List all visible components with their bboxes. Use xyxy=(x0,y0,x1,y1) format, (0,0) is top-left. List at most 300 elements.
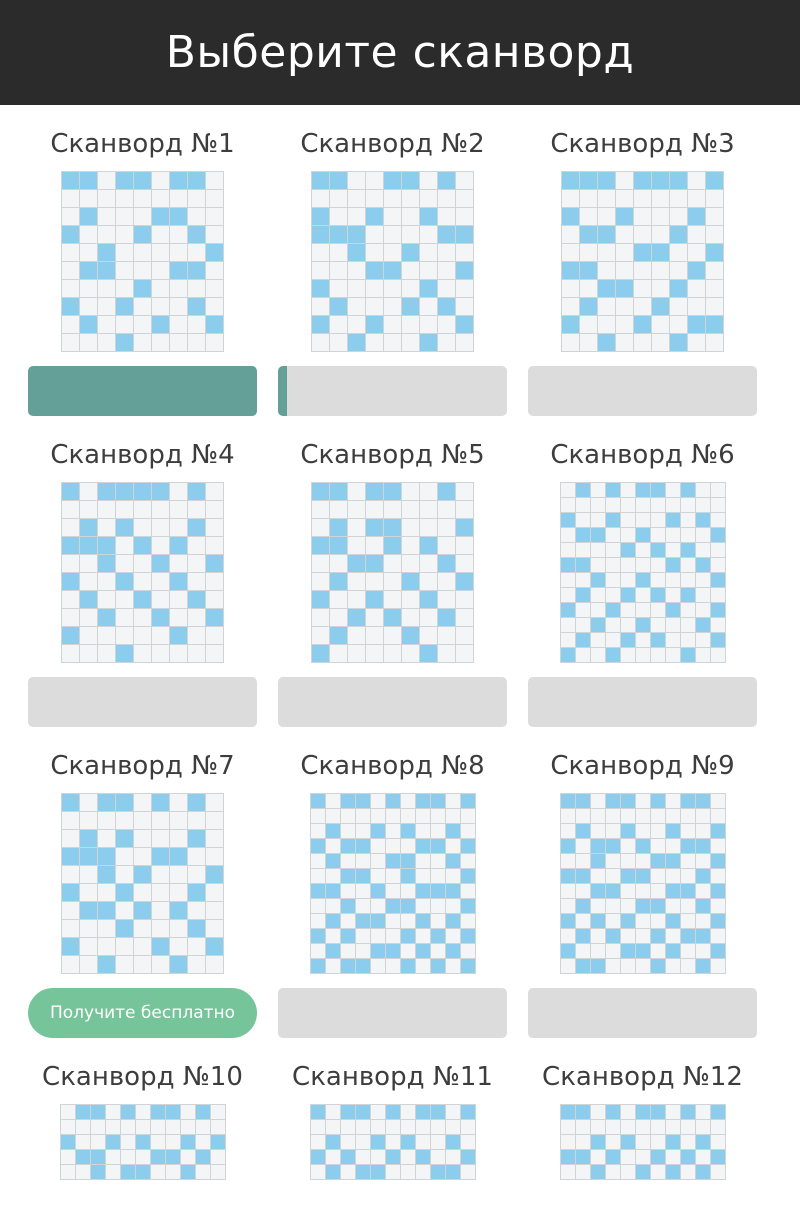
puzzle-cell xyxy=(311,884,325,898)
puzzle-thumbnail[interactable] xyxy=(61,482,224,663)
puzzle-cell xyxy=(386,869,400,883)
puzzle-cell xyxy=(681,483,695,497)
puzzle-cell xyxy=(461,929,475,943)
puzzle-cell xyxy=(62,208,79,225)
puzzle-cell xyxy=(562,190,579,207)
puzzle-cell xyxy=(80,537,97,554)
puzzle-cell xyxy=(206,627,223,644)
puzzle-cell xyxy=(438,172,455,189)
puzzle-cell xyxy=(348,609,365,626)
puzzle-cell xyxy=(341,854,355,868)
puzzle-cell xyxy=(134,483,151,500)
puzzle-cell xyxy=(98,591,115,608)
puzzle-cell xyxy=(561,603,575,617)
progress-bar-empty[interactable] xyxy=(28,677,257,727)
puzzle-thumbnail[interactable] xyxy=(560,482,726,663)
puzzle-cell xyxy=(166,1105,180,1119)
puzzle-cell xyxy=(461,854,475,868)
puzzle-card[interactable] xyxy=(528,1038,757,1180)
puzzle-thumbnail[interactable] xyxy=(561,171,724,352)
puzzle-cell xyxy=(636,884,650,898)
puzzle-cell xyxy=(621,603,635,617)
puzzle-cell xyxy=(348,316,365,333)
puzzle-cell xyxy=(431,1150,445,1164)
puzzle-cell xyxy=(188,555,205,572)
puzzle-cell xyxy=(121,1105,135,1119)
puzzle-cell xyxy=(170,794,187,811)
puzzle-cell xyxy=(402,316,419,333)
puzzle-cell xyxy=(681,899,695,913)
puzzle-cell xyxy=(401,914,415,928)
puzzle-cell xyxy=(420,519,437,536)
puzzle-cell xyxy=(621,1105,635,1119)
puzzle-cell xyxy=(98,208,115,225)
puzzle-cell xyxy=(330,298,347,315)
puzzle-cell xyxy=(431,854,445,868)
puzzle-cell xyxy=(134,794,151,811)
puzzle-cell xyxy=(576,794,590,808)
puzzle-cell xyxy=(196,1165,210,1179)
puzzle-cell xyxy=(311,869,325,883)
puzzle-cell xyxy=(561,558,575,572)
puzzle-cell xyxy=(591,884,605,898)
puzzle-cell xyxy=(688,280,705,297)
puzzle-cell xyxy=(621,588,635,602)
puzzle-cell xyxy=(330,555,347,572)
puzzle-cell xyxy=(711,483,725,497)
puzzle-thumbnail[interactable] xyxy=(560,1104,726,1180)
puzzle-cell xyxy=(456,244,473,261)
puzzle-cell xyxy=(420,555,437,572)
puzzle-cell xyxy=(62,902,79,919)
puzzle-cell xyxy=(591,869,605,883)
puzzle-card[interactable] xyxy=(528,727,757,1038)
puzzle-cell xyxy=(606,528,620,542)
puzzle-cell xyxy=(98,884,115,901)
puzzle-thumbnail[interactable] xyxy=(310,1104,476,1180)
puzzle-cell xyxy=(446,1165,460,1179)
puzzle-cell xyxy=(711,528,725,542)
puzzle-card[interactable] xyxy=(28,1038,257,1180)
puzzle-cell xyxy=(106,1165,120,1179)
puzzle-cell xyxy=(681,513,695,527)
puzzle-cell xyxy=(606,1165,620,1179)
puzzle-cell xyxy=(312,627,329,644)
puzzle-cell xyxy=(416,899,430,913)
puzzle-cell xyxy=(80,244,97,261)
progress-bar-empty[interactable] xyxy=(278,988,507,1038)
puzzle-title: Сканворд №7 xyxy=(50,751,235,781)
puzzle-thumbnail[interactable] xyxy=(310,793,476,974)
puzzle-card[interactable] xyxy=(528,105,757,416)
puzzle-cell xyxy=(666,1165,680,1179)
puzzle-cell xyxy=(666,483,680,497)
puzzle-card[interactable] xyxy=(278,105,507,416)
puzzle-cell xyxy=(356,854,370,868)
puzzle-cell xyxy=(371,839,385,853)
puzzle-cell xyxy=(311,854,325,868)
puzzle-cell xyxy=(706,244,723,261)
puzzle-cell xyxy=(62,280,79,297)
puzzle-cell xyxy=(456,501,473,518)
puzzle-thumbnail[interactable] xyxy=(61,793,224,974)
puzzle-cell xyxy=(188,226,205,243)
puzzle-cell xyxy=(606,854,620,868)
puzzle-cell xyxy=(561,854,575,868)
puzzle-cell xyxy=(696,543,710,557)
progress-bar-empty[interactable] xyxy=(528,366,757,416)
puzzle-cell xyxy=(170,956,187,973)
puzzle-cell xyxy=(98,866,115,883)
puzzle-title: Сканворд №12 xyxy=(542,1062,743,1092)
puzzle-cell xyxy=(91,1150,105,1164)
puzzle-cell xyxy=(206,794,223,811)
puzzle-cell xyxy=(402,573,419,590)
puzzle-cell xyxy=(606,1150,620,1164)
puzzle-cell xyxy=(384,244,401,261)
puzzle-cell xyxy=(666,914,680,928)
puzzle-cell xyxy=(181,1120,195,1134)
puzzle-cell xyxy=(651,1105,665,1119)
puzzle-cell xyxy=(366,298,383,315)
puzzle-cell xyxy=(606,633,620,647)
puzzle-cell xyxy=(401,884,415,898)
puzzle-cell xyxy=(666,633,680,647)
puzzle-cell xyxy=(446,824,460,838)
puzzle-cell xyxy=(561,794,575,808)
puzzle-cell xyxy=(80,884,97,901)
puzzle-cell xyxy=(116,627,133,644)
puzzle-cell xyxy=(366,208,383,225)
puzzle-card[interactable] xyxy=(528,416,757,727)
puzzle-cell xyxy=(206,920,223,937)
puzzle-cell xyxy=(621,854,635,868)
puzzle-cell xyxy=(681,1105,695,1119)
puzzle-cell xyxy=(134,316,151,333)
puzzle-cell xyxy=(311,1165,325,1179)
puzzle-cell xyxy=(438,483,455,500)
puzzle-cell xyxy=(356,1150,370,1164)
puzzle-cell xyxy=(416,884,430,898)
puzzle-cell xyxy=(356,809,370,823)
puzzle-cell xyxy=(188,884,205,901)
puzzle-card[interactable] xyxy=(28,105,257,416)
puzzle-cell xyxy=(666,1120,680,1134)
puzzle-cell xyxy=(188,812,205,829)
puzzle-cell xyxy=(402,262,419,279)
puzzle-cell xyxy=(576,839,590,853)
puzzle-cell xyxy=(438,555,455,572)
puzzle-cell xyxy=(711,603,725,617)
puzzle-cell xyxy=(98,609,115,626)
puzzle-cell xyxy=(621,1135,635,1149)
puzzle-cell xyxy=(652,298,669,315)
puzzle-cell xyxy=(456,537,473,554)
puzzle-cell xyxy=(80,902,97,919)
progress-bar-partial[interactable] xyxy=(278,366,507,416)
puzzle-cell xyxy=(386,899,400,913)
puzzle-cell xyxy=(62,244,79,261)
puzzle-cell xyxy=(80,830,97,847)
puzzle-cell xyxy=(371,914,385,928)
puzzle-cell xyxy=(621,944,635,958)
puzzle-cell xyxy=(371,959,385,973)
puzzle-cell xyxy=(134,591,151,608)
puzzle-cell xyxy=(591,603,605,617)
puzzle-cell xyxy=(134,884,151,901)
puzzle-card[interactable] xyxy=(28,727,257,1038)
puzzle-cell xyxy=(386,959,400,973)
puzzle-cell xyxy=(696,839,710,853)
puzzle-cell xyxy=(206,208,223,225)
puzzle-cell xyxy=(636,959,650,973)
progress-bar-complete[interactable] xyxy=(28,366,257,416)
puzzle-cell xyxy=(348,190,365,207)
puzzle-cell xyxy=(696,513,710,527)
puzzle-cell xyxy=(606,618,620,632)
puzzle-cell xyxy=(134,938,151,955)
puzzle-cell xyxy=(188,537,205,554)
progress-bar-empty[interactable] xyxy=(528,677,757,727)
puzzle-cell xyxy=(456,573,473,590)
puzzle-cell xyxy=(371,869,385,883)
puzzle-cell xyxy=(576,483,590,497)
puzzle-cell xyxy=(651,1135,665,1149)
puzzle-row-1 xyxy=(0,105,800,416)
puzzle-cell xyxy=(401,854,415,868)
puzzle-cell xyxy=(401,1120,415,1134)
puzzle-cell xyxy=(384,501,401,518)
puzzle-cell xyxy=(371,824,385,838)
puzzle-cell xyxy=(420,280,437,297)
puzzle-cell xyxy=(62,866,79,883)
puzzle-cell xyxy=(341,839,355,853)
puzzle-cell xyxy=(711,854,725,868)
puzzle-cell xyxy=(652,280,669,297)
puzzle-cell xyxy=(621,648,635,662)
puzzle-cell xyxy=(136,1165,150,1179)
puzzle-cell xyxy=(181,1150,195,1164)
puzzle-cell xyxy=(666,603,680,617)
puzzle-cell xyxy=(134,830,151,847)
puzzle-cell xyxy=(356,1105,370,1119)
puzzle-cell xyxy=(696,809,710,823)
puzzle-cell xyxy=(152,555,169,572)
puzzle-cell xyxy=(326,824,340,838)
puzzle-cell xyxy=(598,244,615,261)
puzzle-cell xyxy=(446,1150,460,1164)
puzzle-cell xyxy=(312,519,329,536)
puzzle-cell xyxy=(326,809,340,823)
puzzle-cell xyxy=(666,513,680,527)
puzzle-cell xyxy=(206,537,223,554)
puzzle-cell xyxy=(330,573,347,590)
puzzle-cell xyxy=(206,902,223,919)
puzzle-cell xyxy=(330,172,347,189)
puzzle-cell xyxy=(652,172,669,189)
puzzle-cell xyxy=(576,528,590,542)
puzzle-cell xyxy=(170,519,187,536)
puzzle-cell xyxy=(80,794,97,811)
puzzle-thumbnail[interactable] xyxy=(560,793,726,974)
puzzle-cell xyxy=(696,588,710,602)
puzzle-cell xyxy=(461,914,475,928)
puzzle-cell xyxy=(98,938,115,955)
puzzle-cell xyxy=(598,334,615,351)
puzzle-cell xyxy=(116,501,133,518)
puzzle-cell xyxy=(326,914,340,928)
puzzle-cell xyxy=(711,1150,725,1164)
puzzle-cell xyxy=(431,929,445,943)
puzzle-cell xyxy=(561,528,575,542)
progress-bar-empty[interactable] xyxy=(528,988,757,1038)
puzzle-cell xyxy=(696,869,710,883)
puzzle-cell xyxy=(636,929,650,943)
puzzle-cell xyxy=(456,280,473,297)
puzzle-cell xyxy=(330,280,347,297)
puzzle-cell xyxy=(598,190,615,207)
puzzle-cell xyxy=(152,848,169,865)
puzzle-cell xyxy=(384,226,401,243)
puzzle-cell xyxy=(431,1165,445,1179)
puzzle-title: Сканворд №10 xyxy=(42,1062,243,1092)
puzzle-cell xyxy=(152,262,169,279)
puzzle-cell xyxy=(681,794,695,808)
puzzle-cell xyxy=(621,1120,635,1134)
puzzle-cell xyxy=(636,528,650,542)
puzzle-cell xyxy=(636,513,650,527)
puzzle-cell xyxy=(188,519,205,536)
puzzle-cell xyxy=(561,944,575,958)
puzzle-cell xyxy=(341,929,355,943)
puzzle-cell xyxy=(62,884,79,901)
puzzle-cell xyxy=(116,208,133,225)
puzzle-cell xyxy=(311,1135,325,1149)
puzzle-cell xyxy=(651,839,665,853)
puzzle-cell xyxy=(152,501,169,518)
puzzle-cell xyxy=(170,573,187,590)
puzzle-cell xyxy=(134,280,151,297)
puzzle-cell xyxy=(116,645,133,662)
puzzle-cell xyxy=(688,244,705,261)
puzzle-cell xyxy=(170,316,187,333)
puzzle-cell xyxy=(561,899,575,913)
puzzle-thumbnail[interactable] xyxy=(60,1104,226,1180)
puzzle-cell xyxy=(606,839,620,853)
puzzle-cell xyxy=(98,848,115,865)
puzzle-cell xyxy=(591,959,605,973)
puzzle-cell xyxy=(711,944,725,958)
puzzle-cell xyxy=(402,280,419,297)
progress-bar-empty[interactable] xyxy=(278,677,507,727)
puzzle-cell xyxy=(576,1105,590,1119)
puzzle-title: Сканворд №4 xyxy=(50,440,235,470)
puzzle-cell xyxy=(562,244,579,261)
puzzle-cell xyxy=(170,627,187,644)
puzzle-cell xyxy=(562,172,579,189)
puzzle-cell xyxy=(438,519,455,536)
puzzle-card[interactable] xyxy=(278,416,507,727)
puzzle-cell xyxy=(598,208,615,225)
puzzle-cell xyxy=(562,280,579,297)
puzzle-cell xyxy=(384,280,401,297)
puzzle-cell xyxy=(621,794,635,808)
puzzle-cell xyxy=(711,914,725,928)
puzzle-cell xyxy=(206,172,223,189)
puzzle-cell xyxy=(371,944,385,958)
puzzle-cell xyxy=(312,537,329,554)
puzzle-cell xyxy=(580,226,597,243)
puzzle-cell xyxy=(80,208,97,225)
puzzle-cell xyxy=(348,591,365,608)
puzzle-cell xyxy=(666,618,680,632)
puzzle-cell xyxy=(62,298,79,315)
puzzle-cell xyxy=(576,914,590,928)
puzzle-cell xyxy=(420,334,437,351)
puzzle-card[interactable] xyxy=(28,416,257,727)
puzzle-cell xyxy=(416,1165,430,1179)
puzzle-cell xyxy=(196,1135,210,1149)
puzzle-card[interactable] xyxy=(278,1038,507,1180)
puzzle-cell xyxy=(170,190,187,207)
get-free-button[interactable] xyxy=(28,988,257,1038)
puzzle-cell xyxy=(666,573,680,587)
puzzle-cell xyxy=(330,519,347,536)
puzzle-cell xyxy=(634,190,651,207)
puzzle-cell xyxy=(62,519,79,536)
puzzle-cell xyxy=(456,645,473,662)
puzzle-cell xyxy=(562,262,579,279)
puzzle-cell xyxy=(636,1120,650,1134)
puzzle-cell xyxy=(688,226,705,243)
puzzle-cell xyxy=(621,633,635,647)
puzzle-cell xyxy=(401,929,415,943)
puzzle-cell xyxy=(386,914,400,928)
puzzle-cell xyxy=(80,555,97,572)
puzzle-cell xyxy=(366,501,383,518)
puzzle-cell xyxy=(431,809,445,823)
puzzle-cell xyxy=(170,208,187,225)
puzzle-cell xyxy=(152,627,169,644)
puzzle-thumbnail[interactable] xyxy=(61,171,224,352)
puzzle-card[interactable] xyxy=(278,727,507,1038)
puzzle-thumbnail[interactable] xyxy=(311,482,474,663)
puzzle-cell xyxy=(431,1135,445,1149)
puzzle-cell xyxy=(188,316,205,333)
puzzle-cell xyxy=(61,1165,75,1179)
puzzle-cell xyxy=(621,809,635,823)
puzzle-cell xyxy=(206,956,223,973)
puzzle-cell xyxy=(106,1135,120,1149)
puzzle-cell xyxy=(561,618,575,632)
puzzle-cell xyxy=(62,794,79,811)
puzzle-cell xyxy=(431,914,445,928)
puzzle-cell xyxy=(636,1135,650,1149)
puzzle-cell xyxy=(681,528,695,542)
puzzle-cell xyxy=(446,854,460,868)
puzzle-cell xyxy=(80,501,97,518)
puzzle-cell xyxy=(170,262,187,279)
puzzle-cell xyxy=(431,1120,445,1134)
puzzle-cell xyxy=(711,498,725,512)
puzzle-cell xyxy=(312,226,329,243)
puzzle-cell xyxy=(312,190,329,207)
puzzle-cell xyxy=(438,208,455,225)
puzzle-cell xyxy=(576,618,590,632)
puzzle-thumbnail[interactable] xyxy=(311,171,474,352)
puzzle-cell xyxy=(341,869,355,883)
puzzle-cell xyxy=(561,513,575,527)
